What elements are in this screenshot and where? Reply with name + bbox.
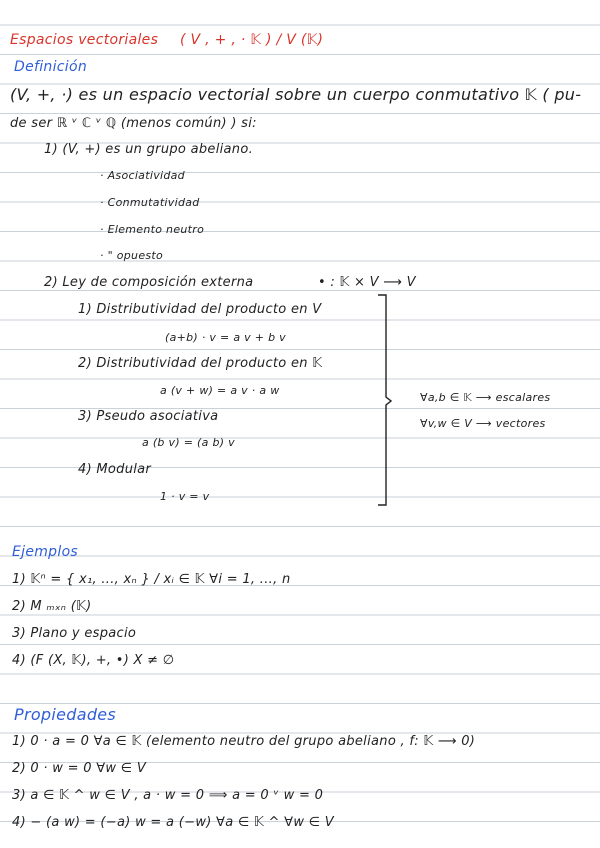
definition-heading: Definición [14,59,87,75]
bullet-commutativity: · Conmutatividad [100,196,200,209]
external-law-map: • : 𝕂 × V ⟶ V [318,275,416,290]
bullet-associativity: · Asociatividad [100,169,185,182]
page-title: Espacios vectoriales [10,32,159,48]
examples-heading: Ejemplos [12,544,79,560]
axiom-2-equation: a (v + w) = a v · a w [160,384,280,397]
example-3: 3) Plano y espacio [12,626,137,641]
properties-heading: Propiedades [14,705,117,724]
property-2: 2) 0 · w = 0 ∀w ∈ V [12,761,147,776]
axiom-2: 2) Distributividad del producto en 𝕂 [78,356,323,371]
property-4: 4) − (a w) = (−a) w = a (−w) ∀a ∈ 𝕂 ^ ∀w ∈ V [12,815,334,830]
bullet-opposite: · " opuesto [100,249,164,262]
scalars-note: ∀a,b ∈ 𝕂 ⟶ escalares [420,391,551,404]
axiom-3: 3) Pseudo asociativa [78,409,219,424]
title-notation: ( V , + , · 𝕂 ) / V (𝕂) [180,32,324,48]
definition-item-1: 1) (V, +) es un grupo abeliano. [44,142,254,157]
right-brace-icon [376,293,392,508]
definition-line-1: (V, +, ·) es un espacio vectorial sobre un cuerpo conmutativo 𝕂 ( pu- [10,85,582,104]
axiom-4-equation: 1 · v = v [160,490,210,503]
axiom-4: 4) Modular [78,462,152,477]
definition-item-2: 2) Ley de composición externa [44,275,254,290]
axiom-1-equation: (a+b) · v = a v + b v [165,331,286,344]
definition-line-2: de ser ℝ ᵛ ℂ ᵛ ℚ (menos común) ) si: [10,116,257,131]
property-1: 1) 0 · a = 0 ∀a ∈ 𝕂 (elemento neutro del grupo abeliano , f: 𝕂 ⟶ 0) [12,734,476,749]
vectors-note: ∀v,w ∈ V ⟶ vectores [420,417,546,430]
example-2: 2) M ₘₓₙ (𝕂) [12,599,92,614]
axiom-3-equation: a (b v) = (a b) v [142,436,235,449]
property-3: 3) a ∈ 𝕂 ^ w ∈ V , a · w = 0 ⟹ a = 0 ᵛ w = 0 [12,788,324,803]
bullet-neutral-element: · Elemento neutro [100,223,205,236]
axiom-1: 1) Distributividad del producto en V [78,302,322,317]
example-4: 4) (F (X, 𝕂), +, •) X ≠ ∅ [12,653,175,668]
example-1: 1) 𝕂ⁿ = { x₁, ..., xₙ } / xᵢ ∈ 𝕂 ∀i = 1, ..., n [12,572,291,587]
